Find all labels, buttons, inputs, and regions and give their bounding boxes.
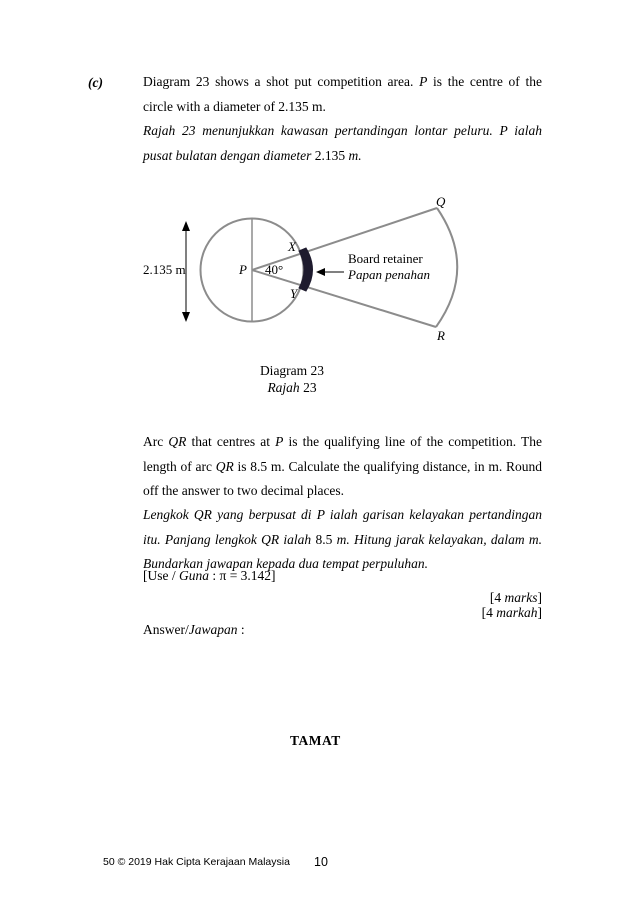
page-number: 10: [314, 855, 328, 869]
label-x: X: [288, 239, 296, 254]
marks-malay: [4 markah]: [481, 605, 542, 620]
footer-copyright: 50 © 2019 Hak Cipta Kerajaan Malaysia: [103, 856, 290, 868]
angle-label: 40°: [265, 262, 284, 277]
board-retainer-arrow: [316, 268, 344, 276]
intro-malay: Rajah 23 menunjukkan kawasan pertandingan lontar peluru. P ialah pusat bulatan dengan diameter 2.135 m.: [143, 123, 542, 163]
label-q: Q: [436, 194, 446, 209]
label-p: P: [239, 262, 247, 277]
answer-label: Answer/Jawapan :: [143, 622, 245, 637]
end-marker: TAMAT: [290, 733, 341, 748]
board-retainer: [299, 248, 313, 291]
board-retainer-label-en: Board retainer: [348, 251, 423, 266]
marks-english: [4 marks]: [489, 590, 542, 605]
intro-english: Diagram 23 shows a shot put competition area. P is the centre of the circle with a diameter of 2.135 m.: [143, 74, 542, 114]
use-pi-note: [Use / Guna : π = 3.142]: [143, 568, 276, 583]
task-english: Arc QR that centres at P is the qualifying line of the competition. The length of arc QR is 8.5 m. Calculate the qualifying distance, in m. Round off the answer to two decimal places.: [143, 434, 543, 498]
diagram-caption-ms: Rajah 23: [267, 380, 317, 395]
diameter-label: 2.135 m: [143, 262, 186, 277]
question-label: (c): [88, 75, 103, 90]
label-y: Y: [290, 286, 298, 301]
board-retainer-label-ms: Papan penahan: [348, 267, 430, 282]
answer-space[interactable]: [143, 645, 542, 725]
label-r: R: [437, 328, 445, 343]
task-malay: Lengkok QR yang berpusat di P ialah garisan kelayakan pertandingan itu. Panjang lengkok QR ialah 8.5 m. Hitung jarak kelayakan, dalam m. Bundarkan jawapan kepada dua tempat perpuluhan.: [143, 507, 542, 571]
arc-qr: [436, 208, 457, 327]
diagram-caption-en: Diagram 23: [259, 363, 325, 378]
